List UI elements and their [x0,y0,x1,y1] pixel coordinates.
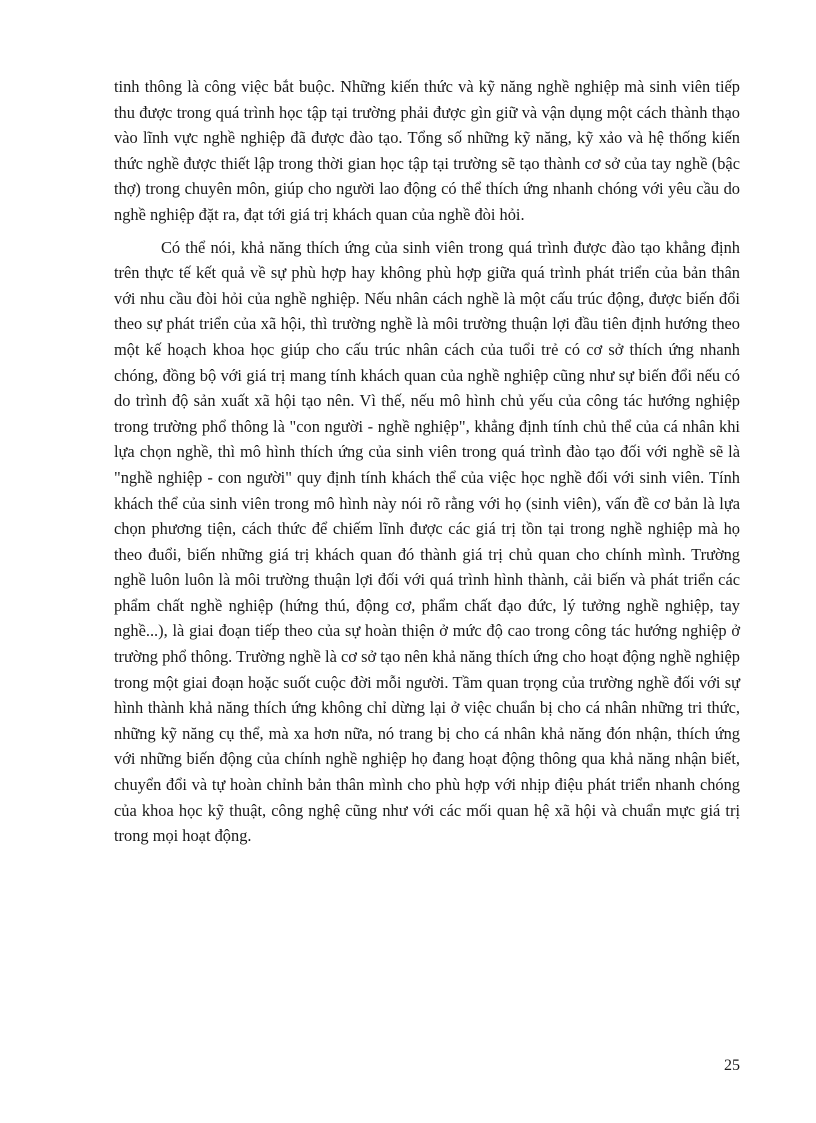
page-number: 25 [724,1057,740,1074]
body-text [114,74,740,856]
paragraph-continuation: tinh thông là công việc bắt buộc. Những kiến thức và kỹ năng nghề nghiệp mà sinh viên tiếp thu được trong quá trình học tập tại trường phải được gìn giữ và vận dụng một cách thành thạo vào lĩnh vực nghề nghiệp đã được đào tạo. Tổng số những kỹ năng, kỹ xảo và hệ thống kiến thức nghề được thiết lập trong thời gian học tập tại trường sẽ tạo thành cơ sở của tay nghề (bậc thợ) trong chuyên môn, giúp cho người lao động có thể thích ứng nhanh chóng với yêu cầu do nghề nghiệp đặt ra, đạt tới giá trị khách quan của nghề đòi hỏi. [114,77,740,224]
paragraph-main: Có thể nói, khả năng thích ứng của sinh viên trong quá trình được đào tạo khẳng định trên thực tế kết quả về sự phù hợp hay không phù hợp giữa quá trình phát triển của bản thân với nhu cầu đòi hỏi của nghề nghiệp. Nếu nhân cách nghề là một cấu trúc động, được biến đổi theo sự phát triển của xã hội, thì trường nghề là môi trường thuận lợi đầu tiên định hướng theo một kế hoạch khoa học giúp cho cấu trúc nhân cách của tuổi trẻ có cơ sở thích ứng nhanh chóng, đồng bộ với giá trị mang tính khách quan của nghề nghiệp cũng như sự biến đổi nếu có do trình độ sản xuất xã hội tạo nên. Vì thế, nếu mô hình chủ yếu của công tác hướng nghiệp trong trường phổ thông là "con người - nghề nghiệp", khẳng định tính chủ thể của cá nhân khi lựa chọn nghề, thì mô hình thích ứng của sinh viên trong quá trình đào tạo đối với nghề sẽ là "nghề nghiệp - con người" quy định tính khách thể của việc học nghề đối với sinh viên. Tính khách thể của sinh viên trong mô hình này nói rõ rằng với họ (sinh viên), vấn đề cơ bản là lựa chọn phương tiện, cách thức để chiếm lĩnh được các giá trị tồn tại trong nghề nghiệp mà họ theo đuổi, biến những giá trị khách quan đó thành giá trị chủ quan cho chính mình. Trường nghề luôn luôn là môi trường thuận lợi đối với quá trình hình thành, cải biến và phát triển các phẩm chất nghề nghiệp (hứng thú, động cơ, phẩm chất đạo đức, lý tưởng nghề nghiệp, tay nghề...), là giai đoạn tiếp theo của sự hoàn thiện ở mức độ cao trong công tác hướng nghiệp ở trường phổ thông. Trường nghề là cơ sở tạo nên khả năng thích ứng cho hoạt động nghề nghiệp trong một giai đoạn hoặc suốt cuộc đời mỗi người. Tầm quan trọng của trường nghề đối với sự hình thành khả năng thích ứng không chỉ dừng lại ở việc chuẩn bị cho cá nhân những tri thức, những kỹ năng cụ thể, mà xa hơn nữa, nó trang bị cho cá nhân khả năng đón nhận, thích ứng với những biến động của chính nghề nghiệp họ đang hoạt động thông qua khả năng nhận biết, chuyển đổi và tự hoàn chỉnh bản thân mình cho phù hợp với nhịp điệu phát triển nhanh chóng của khoa học kỹ thuật, công nghệ cũng như với các mối quan hệ xã hội và chuẩn mực giá trị trong mọi hoạt động. [114,237,740,846]
